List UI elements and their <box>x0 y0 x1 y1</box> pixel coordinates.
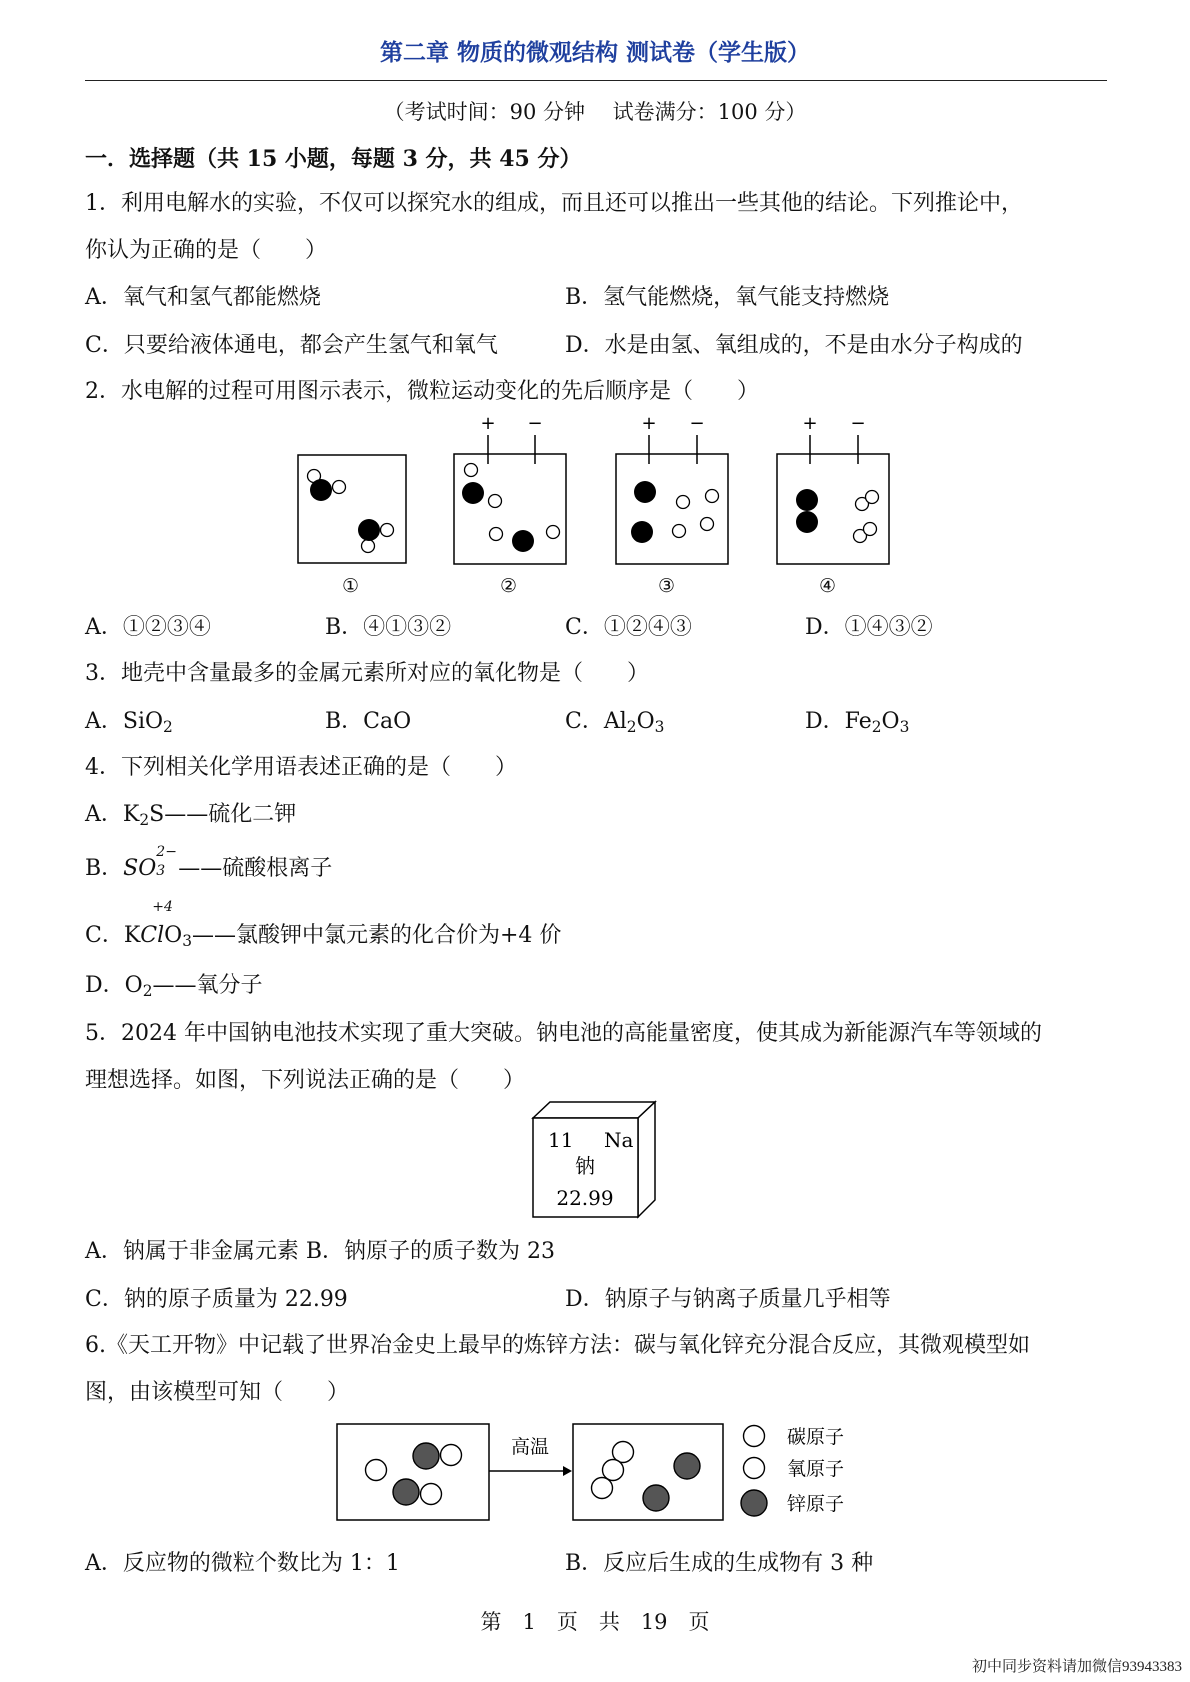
sodium-element-card <box>532 1101 657 1221</box>
q2-stem: 2．水电解的过程可用图示表示，微粒运动变化的先后顺序是（ ） <box>85 379 759 404</box>
q3-option-c: C．$Al_2O_3$ <box>565 709 665 736</box>
q1-option-d: D．水是由氢、氧组成的，不是由水分子构成的 <box>565 333 1023 358</box>
q1-option-c: C．只要给液体通电，都会产生氢气和氧气 <box>85 333 498 358</box>
plus-sign: + <box>480 413 496 434</box>
q2-option-c: C．①②④③ <box>565 615 692 640</box>
page-number: 第 1 页 共 19 页 <box>480 1610 710 1634</box>
minus-sign: − <box>850 413 866 434</box>
q4-option-c: C．K +4 ClO$_3$——氯酸钾中氯元素的化合价为+4 价 <box>85 899 562 950</box>
electrolysis-figure-2 <box>453 412 568 567</box>
exam-info: （考试时间：90 分钟 试卷满分：100 分） <box>383 100 807 124</box>
q2-option-a: A．①②③④ <box>85 615 211 640</box>
electrolysis-figure-3 <box>615 412 730 567</box>
q1-stem-line1: 1．利用电解水的实验，不仅可以探究水的组成，而且还可以推出一些其他的结论。下列推论中， <box>85 191 1024 216</box>
q6-stem-line2: 图，由该模型可知（ ） <box>85 1380 350 1405</box>
figure-3-label: ③ <box>658 575 676 597</box>
q4-option-d: D．$O_2——$氧分子 <box>85 973 263 1000</box>
atomic-mass: 22.99 <box>556 1186 614 1210</box>
sulfite-formula: SO <box>123 856 157 881</box>
legend-zinc: 锌原子 <box>787 1493 845 1515</box>
q5-stem-line2: 理想选择。如图，下列说法正确的是（ ） <box>85 1068 526 1093</box>
q1-option-b: B．氢气能燃烧，氧气能支持燃烧 <box>565 285 890 310</box>
figure-4-label: ④ <box>819 575 837 597</box>
q2-option-d: D．①④③② <box>805 615 933 640</box>
page-title: 第二章 物质的微观结构 测试卷（学生版） <box>379 40 810 66</box>
electrolysis-figure-1 <box>297 454 409 566</box>
minus-sign: − <box>689 413 705 434</box>
electrolysis-figure-4 <box>776 412 891 567</box>
q5-option-d: D．钠原子与钠离子质量几乎相等 <box>565 1287 891 1312</box>
reaction-model-figure <box>336 1420 896 1525</box>
legend-oxygen: 氧原子 <box>787 1458 845 1480</box>
q3-stem: 3．地壳中含量最多的金属元素所对应的氧化物是（ ） <box>85 661 649 686</box>
section-heading: 一．选择题（共 15 小题，每题 3 分，共 45 分） <box>85 146 582 172</box>
q1-stem-line2: 你认为正确的是（ ） <box>85 238 328 263</box>
atomic-number: 11 <box>548 1128 574 1152</box>
figure-1-label: ① <box>342 575 360 597</box>
element-symbol: Na <box>604 1128 634 1152</box>
q5-stem-line1: 5．2024 年中国钠电池技术实现了重大突破。钠电池的高能量密度，使其成为新能源汽车等领域的 <box>85 1021 1042 1046</box>
plus-sign: + <box>802 413 818 434</box>
q6-stem-line1: 6.《天工开物》中记载了世界冶金史上最早的炼锌方法：碳与氧化锌充分混合反应，其微观模型如 <box>85 1333 1030 1358</box>
minus-sign: − <box>527 413 543 434</box>
q6-option-b: B．反应后生成的生成物有 3 种 <box>565 1551 874 1576</box>
q4-option-b: B．SO 2− 3 ——硫酸根离子 <box>85 844 333 881</box>
element-name: 钠 <box>575 1154 595 1178</box>
q5-option-c: C．钠的原子质量为 22.99 <box>85 1287 348 1312</box>
figure-2-label: ② <box>500 575 518 597</box>
valence-mark: +4 <box>152 899 173 915</box>
q3-option-a: A．SiO$_2$ <box>85 709 173 736</box>
q4-stem: 4．下列相关化学用语表述正确的是（ ） <box>85 755 517 780</box>
title-divider <box>85 80 1107 81</box>
legend-carbon: 碳原子 <box>787 1426 845 1448</box>
watermark-text: 初中同步资料请加微信93943383 <box>971 1659 1182 1675</box>
plus-sign: + <box>641 413 657 434</box>
q6-option-a: A．反应物的微粒个数比为 1：1 <box>85 1551 400 1576</box>
q1-option-a: A．氧气和氢气都能燃烧 <box>85 285 321 310</box>
q2-option-b: B．④①③② <box>325 615 452 640</box>
q3-option-b: B．CaO <box>325 709 412 734</box>
q4-option-a: A．$K_2S——$硫化二钾 <box>85 802 297 829</box>
q3-option-d: D．$Fe_2O_3$ <box>805 709 910 736</box>
q5-option-ab: A．钠属于非金属元素 B．钠原子的质子数为 23 <box>85 1239 556 1264</box>
arrow-condition: 高温 <box>510 1436 550 1458</box>
